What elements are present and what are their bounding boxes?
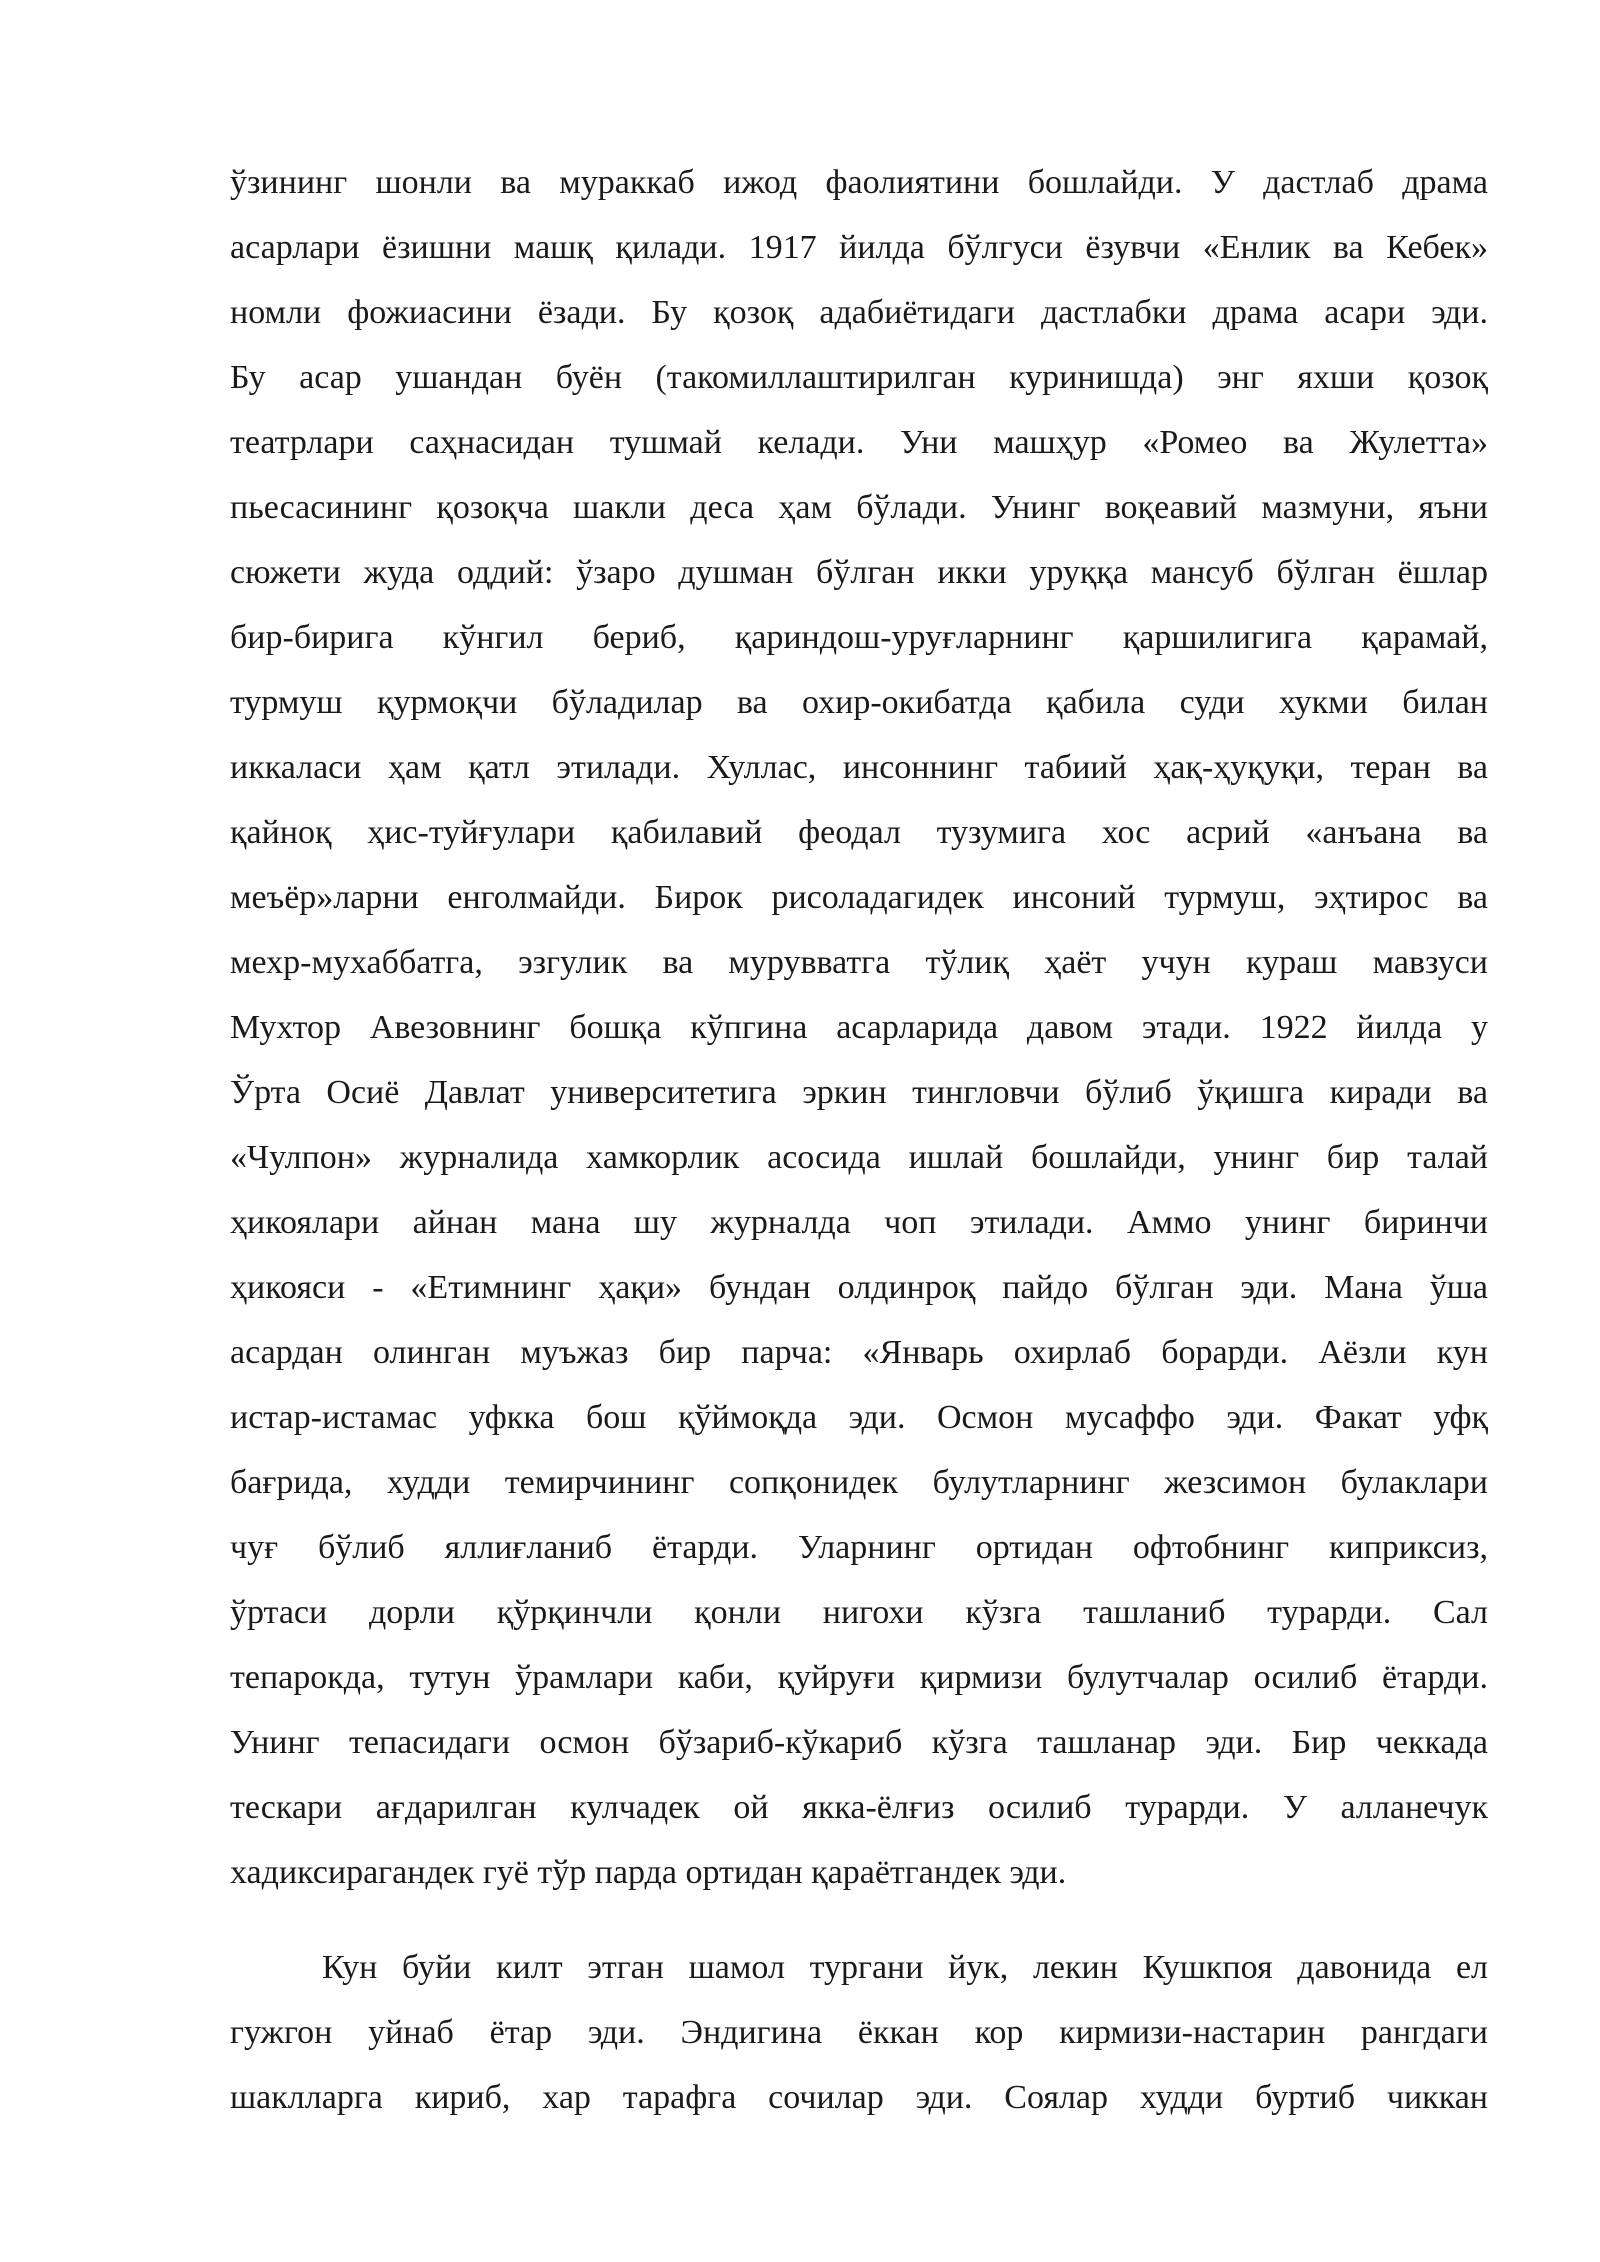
text-line: асарлари ёзишни машқ қилади. 1917 йилда бўлгуси ёзувчи «Енлик ва Кебек» [230,229,1488,266]
text-line: Кун буйи килт этган шамол тургани йук, лекин Кушкпоя давонида ел [322,1949,1488,1986]
text-line: асардан олинган муъжаз бир парча: «Январь охирлаб борарди. Аёзли кун [230,1334,1488,1371]
text-line: мехр-мухаббатга, эзгулик ва мурувватга тўлиқ ҳаёт учун кураш мавзуси [230,944,1488,981]
text-line: иккаласи ҳам қатл этилади. Хуллас, инсоннинг табиий ҳақ-ҳуқуқи, теран ва [230,749,1488,786]
text-line: театрлари саҳнасидан тушмай келади. Уни машҳур «Ромео ва Жулетта» [230,424,1488,461]
text-line: Унинг тепасидаги осмон бўзариб-кўкариб кўзга ташланар эди. Бир чеккада [230,1724,1488,1761]
text-line: ҳикояси - «Етимнинг ҳақи» бундан олдинроқ пайдо бўлган эди. Мана ўша [230,1269,1488,1306]
text-line: Мухтор Авезовнинг бошқа кўпгина асарларида давом этади. 1922 йилда у [230,1009,1488,1046]
text-line: Ўрта Осиё Давлат университетига эркин тингловчи бўлиб ўқишга киради ва [230,1074,1488,1111]
text-line: хадиксирагандек гуё тўр парда ортидан қараётгандек эди. [230,1854,1067,1891]
text-line: гужгон уйнаб ётар эди. Эндигина ёккан кор кирмизи-настарин рангдаги [230,2014,1488,2051]
text-line: меъёр»ларни енголмайди. Бирок рисоладагидек инсоний турмуш, эҳтирос ва [230,879,1488,916]
text-line: қайноқ ҳис-туйғулари қабилавий феодал тузумига хос асрий «анъана ва [230,814,1488,851]
text-line: турмуш қурмоқчи бўладилар ва охир-окибатда қабила суди хукми билан [230,684,1488,721]
text-line: ўзининг шонли ва мураккаб ижод фаолиятини бошлайди. У дастлаб драма [230,164,1488,201]
paragraph-spacing [230,1905,1488,1935]
document-body [230,150,1488,2130]
text-line: сюжети жуда оддий: ўзаро душман бўлган икки уруққа мансуб бўлган ёшлар [230,554,1488,591]
text-line: пьесасининг қозоқча шакли деса ҳам бўлади. Унинг воқеавий мазмуни, яъни [230,489,1488,526]
text-line: ҳикоялари айнан мана шу журналда чоп этилади. Аммо унинг биринчи [230,1204,1488,1241]
text-line: тепарокда, тутун ўрамлари каби, қуйруғи қирмизи булутчалар осилиб ётарди. [230,1659,1488,1696]
paragraph [230,150,1488,1905]
text-line: ўртаси дорли қўрқинчли қонли нигохи кўзга ташланиб турарди. Сал [230,1594,1488,1631]
text-line: бир-бирига кўнгил бериб, қариндош-уруғларнинг қаршилигига қарамай, [230,619,1488,656]
text-line: бағрида, худди темирчининг сопқонидек булутларнинг жезсимон булаклари [230,1464,1488,1501]
text-line: Бу асар ушандан буён (такомиллаштирилган куринишда) энг яхши қозоқ [230,359,1488,396]
text-line: «Чулпон» журналида хамкорлик асосида ишлай бошлайди, унинг бир талай [230,1139,1488,1176]
text-line: номли фожиасини ёзади. Бу қозоқ адабиётидаги дастлабки драма асари эди. [230,294,1488,331]
text-line: шаклларга кириб, хар тарафга сочилар эди. Соялар худди буртиб чиккан [230,2079,1488,2116]
text-line: тескари ағдарилган кулчадек ой якка-ёлғиз осилиб турарди. У алланечук [230,1789,1488,1826]
text-line: чуғ бўлиб яллиғланиб ётарди. Уларнинг ортидан офтобнинг киприксиз, [230,1529,1488,1566]
paragraph [230,1935,1488,2130]
text-line: истар-истамас уфкка бош қўймоқда эди. Осмон мусаффо эди. Факат уфқ [230,1399,1488,1436]
